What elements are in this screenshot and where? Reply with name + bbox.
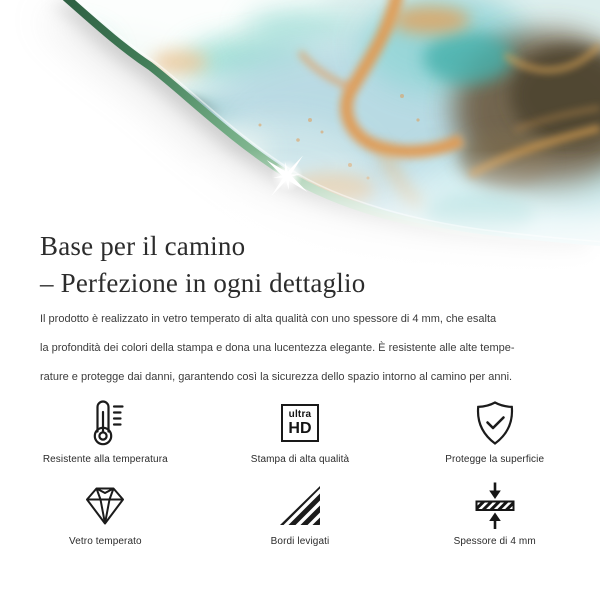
thickness-4mm-icon <box>472 480 518 530</box>
description-line: Il prodotto è realizzato in vetro temperato di alta qualità con uno spessore di 4 mm, che esalta <box>40 313 497 325</box>
feature-item-polished-edges <box>203 480 398 547</box>
feature-grid <box>0 398 600 547</box>
ultra-hd-icon <box>281 398 319 448</box>
polished-edges-icon <box>277 480 323 530</box>
shield-check-icon <box>471 398 519 448</box>
feature-label: Resistente alla temperatura <box>42 454 168 465</box>
feature-item-protection <box>397 398 592 465</box>
feature-label: Protegge la superficie <box>445 454 545 465</box>
feature-label: Vetro temperato <box>69 536 142 547</box>
feature-item-thickness <box>397 480 592 547</box>
feature-item-temperature <box>8 398 203 465</box>
title-line-1: Base per il camino <box>40 231 246 261</box>
product-description <box>40 305 580 392</box>
feature-label: Spessore di 4 mm <box>453 536 536 547</box>
feature-label: Bordi levigati <box>270 536 330 547</box>
ultra-hd-badge-top: ultra <box>288 408 312 420</box>
diamond-icon <box>81 480 129 530</box>
ultra-hd-badge-bottom: HD <box>288 419 312 437</box>
feature-item-print-quality <box>203 398 398 465</box>
feature-item-tempered-glass <box>8 480 203 547</box>
feature-label: Stampa di alta qualità <box>250 454 350 465</box>
page-title <box>40 228 365 302</box>
title-line-2: – Perfezione in ogni dettaglio <box>40 268 366 298</box>
thermometer-icon <box>82 398 128 448</box>
description-line: la profondità dei colori della stampa e dona una lucentezza elegante. È resistente alle alte tempe- <box>40 342 515 354</box>
description-line: rature e protegge dai danni, garantendo così la sicurezza dello spazio intorno al camino per anni. <box>40 371 513 383</box>
